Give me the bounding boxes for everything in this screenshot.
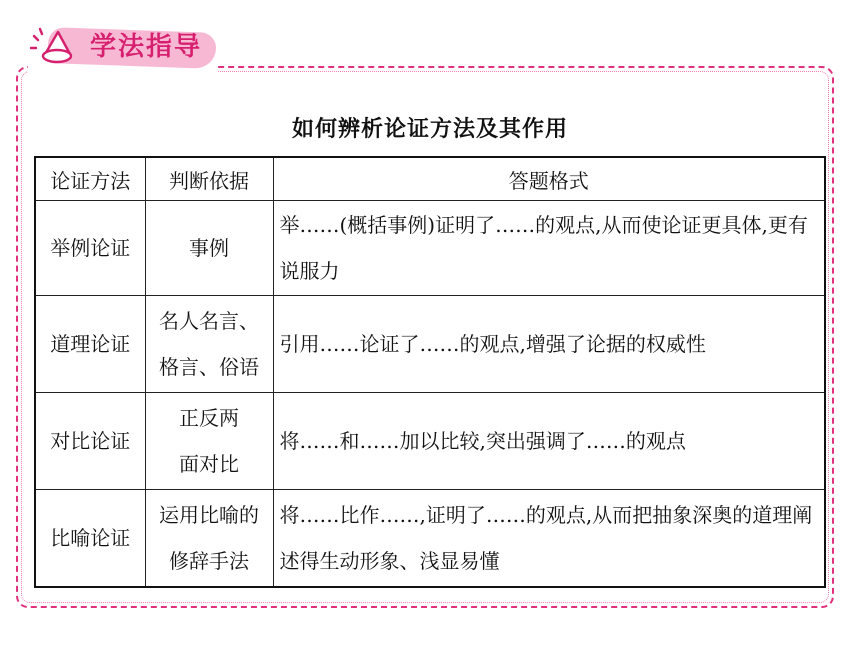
section-heading: 如何辨析论证方法及其作用 (291, 117, 568, 142)
method-name: 道理论证 (35, 296, 145, 393)
basis-line: 格言、俗语 (159, 355, 259, 379)
basis-line: 面对比 (179, 452, 239, 476)
badge-title: 学法指导 (90, 32, 203, 62)
answer-format: 引用……论证了……的观点,增强了论据的权威性 (273, 296, 825, 393)
basis-line: 修辞手法 (169, 549, 249, 573)
judgement-basis (145, 201, 273, 296)
table-header-row (35, 157, 825, 201)
header-answer-format: 答题格式 (273, 157, 825, 201)
basis-line: 名人名言、 (159, 309, 259, 333)
header-method: 论证方法 (35, 157, 145, 201)
megaphone-icon (30, 26, 82, 72)
answer-format: 举……(概括事例)证明了……的观点,从而使论证更具体,更有说服力 (273, 201, 825, 296)
basis-line: 事例 (189, 236, 229, 260)
section-badge (28, 22, 218, 74)
basis-line: 运用比喻的 (159, 503, 259, 527)
header-basis: 判断依据 (145, 157, 273, 201)
answer-format: 将……比作……,证明了……的观点,从而把抽象深奥的道理阐述得生动形象、浅显易懂 (273, 490, 825, 588)
table-row (35, 296, 825, 393)
basis-line: 正反两 (179, 406, 239, 430)
method-name: 比喻论证 (35, 490, 145, 588)
judgement-basis (145, 490, 273, 588)
answer-format: 将……和……加以比较,突出强调了……的观点 (273, 393, 825, 490)
table-row (35, 201, 825, 296)
table-row (35, 393, 825, 490)
judgement-basis (145, 296, 273, 393)
judgement-basis (145, 393, 273, 490)
table-row (35, 490, 825, 588)
method-name: 对比论证 (35, 393, 145, 490)
method-name: 举例论证 (35, 201, 145, 296)
argument-methods-table (34, 156, 826, 588)
